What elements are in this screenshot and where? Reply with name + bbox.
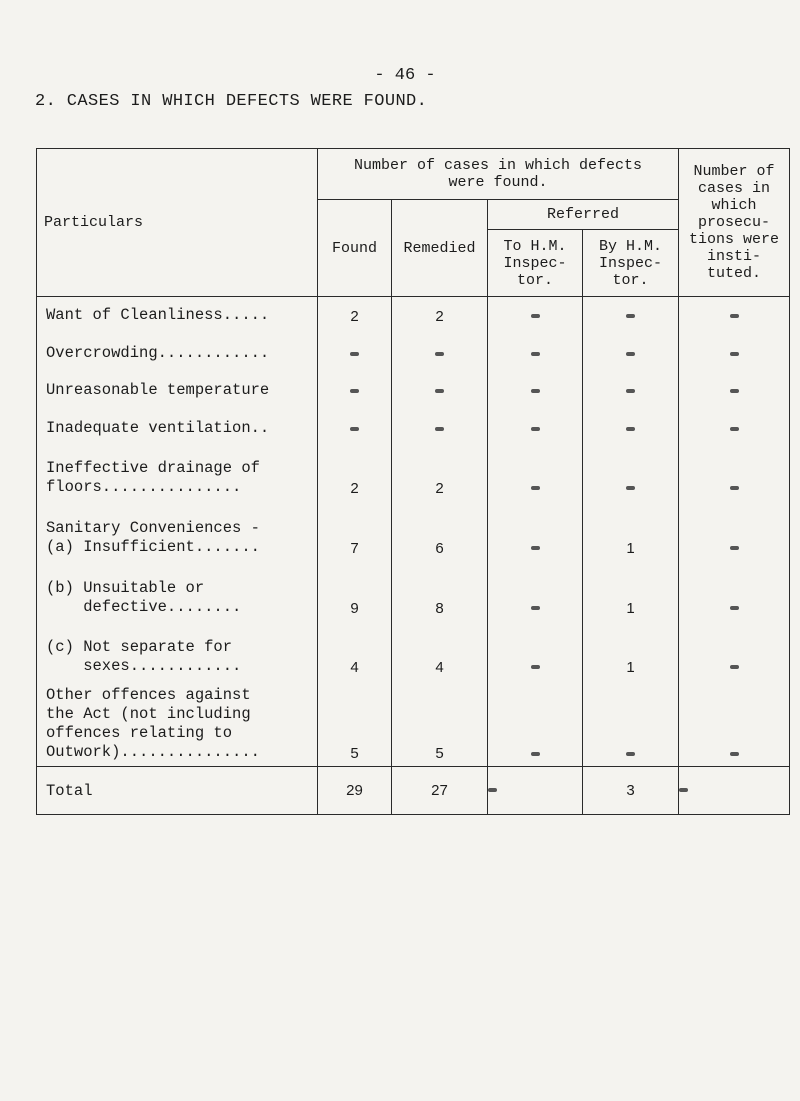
dash-mark	[435, 389, 444, 393]
cell-prosecutions	[679, 680, 790, 767]
header-particulars: Particulars	[37, 149, 318, 297]
row-label	[37, 297, 318, 329]
dash-mark	[488, 788, 497, 792]
dash-mark	[350, 427, 359, 431]
dash-mark	[531, 486, 540, 490]
dash-mark	[626, 314, 635, 318]
dash-mark	[531, 665, 540, 669]
dash-mark	[435, 427, 444, 431]
dash-mark	[730, 665, 739, 669]
cell-remedied	[392, 329, 488, 367]
row-label-line: Unreasonable temperature	[46, 381, 270, 400]
row-label-line: the Act (not including	[46, 705, 251, 724]
cell-found	[318, 367, 392, 405]
table-row	[37, 501, 790, 560]
row-label	[37, 404, 318, 442]
cell-by-hm	[583, 367, 679, 405]
cell-remedied: 8	[392, 561, 488, 621]
row-label-line: Sanitary Conveniences -	[46, 518, 260, 537]
dash-mark	[626, 389, 635, 393]
cell-prosecutions	[679, 297, 790, 329]
cell-by-hm: 1	[583, 561, 679, 621]
row-label	[37, 442, 318, 501]
dash-mark	[626, 486, 635, 490]
dash-mark	[730, 427, 739, 431]
dash-mark	[730, 606, 739, 610]
header-by-hm: By H.M. Inspec- tor.	[583, 230, 679, 297]
cell-prosecutions	[679, 442, 790, 501]
cell-remedied: 2	[392, 297, 488, 329]
cell-found: 4	[318, 621, 392, 680]
total-remedied: 27	[392, 767, 488, 815]
dash-mark	[626, 352, 635, 356]
dash-mark	[531, 314, 540, 318]
row-label	[37, 680, 318, 767]
cell-prosecutions	[679, 621, 790, 680]
cell-remedied	[392, 367, 488, 405]
cell-by-hm: 1	[583, 501, 679, 560]
table-row	[37, 561, 790, 621]
cell-by-hm	[583, 442, 679, 501]
table-row	[37, 442, 790, 501]
dash-mark	[626, 427, 635, 431]
dash-mark	[531, 546, 540, 550]
cell-prosecutions	[679, 367, 790, 405]
defects-table	[36, 148, 790, 815]
cell-prosecutions	[679, 501, 790, 560]
row-label	[37, 367, 318, 405]
dash-mark	[730, 352, 739, 356]
cell-remedied: 4	[392, 621, 488, 680]
cell-remedied: 5	[392, 680, 488, 767]
cell-found: 5	[318, 680, 392, 767]
table-row	[37, 367, 790, 405]
header-prosecutions: Number of cases in which prosecu- tions were insti- tuted.	[679, 149, 790, 297]
dash-mark	[531, 389, 540, 393]
section-heading: 2. CASES IN WHICH DEFECTS WERE FOUND.	[35, 92, 428, 111]
header-found: Found	[318, 200, 392, 297]
row-label	[37, 329, 318, 367]
cell-by-hm	[583, 680, 679, 767]
total-by-hm: 3	[583, 767, 679, 815]
cell-by-hm	[583, 329, 679, 367]
row-label-line: (c) Not separate for	[46, 638, 233, 657]
row-label	[37, 621, 318, 680]
cell-found: 9	[318, 561, 392, 621]
dash-mark	[679, 788, 688, 792]
cell-found: 7	[318, 501, 392, 560]
cell-prosecutions	[679, 561, 790, 621]
cell-to-hm	[488, 442, 583, 501]
table-row	[37, 297, 790, 329]
row-label-line: (a) Insufficient.......	[46, 537, 260, 556]
cell-to-hm	[488, 680, 583, 767]
cell-to-hm	[488, 621, 583, 680]
dash-mark	[531, 752, 540, 756]
table-row	[37, 680, 790, 767]
row-label-line: Overcrowding............	[46, 343, 270, 362]
cell-to-hm	[488, 561, 583, 621]
page-number: - 46 -	[374, 66, 436, 85]
row-label-line: defective........	[46, 597, 242, 616]
header-referred: Referred	[488, 200, 679, 230]
cell-remedied: 6	[392, 501, 488, 560]
dash-mark	[531, 352, 540, 356]
dash-mark	[730, 752, 739, 756]
cell-found: 2	[318, 297, 392, 329]
cell-found	[318, 404, 392, 442]
cell-remedied	[392, 404, 488, 442]
cell-by-hm: 1	[583, 621, 679, 680]
total-prosecutions	[679, 767, 790, 815]
dash-mark	[626, 752, 635, 756]
row-label-line: floors...............	[46, 478, 242, 497]
cell-to-hm	[488, 297, 583, 329]
cell-to-hm	[488, 501, 583, 560]
header-to-hm: To H.M. Inspec- tor.	[488, 230, 583, 297]
dash-mark	[531, 427, 540, 431]
table-row	[37, 329, 790, 367]
row-label	[37, 501, 318, 560]
row-label-line: Inadequate ventilation..	[46, 418, 270, 437]
row-label-line: (b) Unsuitable or	[46, 578, 205, 597]
cell-found	[318, 329, 392, 367]
table-row	[37, 621, 790, 680]
row-label-line: Want of Cleanliness.....	[46, 305, 270, 324]
row-label-line: sexes............	[46, 657, 242, 676]
dash-mark	[350, 352, 359, 356]
cell-to-hm	[488, 367, 583, 405]
cell-by-hm	[583, 404, 679, 442]
header-remedied: Remedied	[392, 200, 488, 297]
row-label	[37, 561, 318, 621]
dash-mark	[730, 389, 739, 393]
total-row	[37, 767, 790, 815]
dash-mark	[730, 546, 739, 550]
dash-mark	[435, 352, 444, 356]
dash-mark	[730, 314, 739, 318]
total-to-hm	[488, 767, 583, 815]
cell-to-hm	[488, 329, 583, 367]
row-label-line: Ineffective drainage of	[46, 459, 260, 478]
dash-mark	[531, 606, 540, 610]
total-found: 29	[318, 767, 392, 815]
row-label-line: Outwork)...............	[46, 743, 260, 762]
header-number-defects: Number of cases in which defects were found.	[318, 149, 679, 200]
cell-prosecutions	[679, 404, 790, 442]
dash-mark	[350, 389, 359, 393]
cell-to-hm	[488, 404, 583, 442]
cell-found: 2	[318, 442, 392, 501]
cell-by-hm	[583, 297, 679, 329]
row-label-line: offences relating to	[46, 724, 233, 743]
total-label: Total	[37, 767, 318, 815]
table-row	[37, 404, 790, 442]
dash-mark	[730, 486, 739, 490]
cell-prosecutions	[679, 329, 790, 367]
cell-remedied: 2	[392, 442, 488, 501]
row-label-line: Other offences against	[46, 686, 251, 705]
